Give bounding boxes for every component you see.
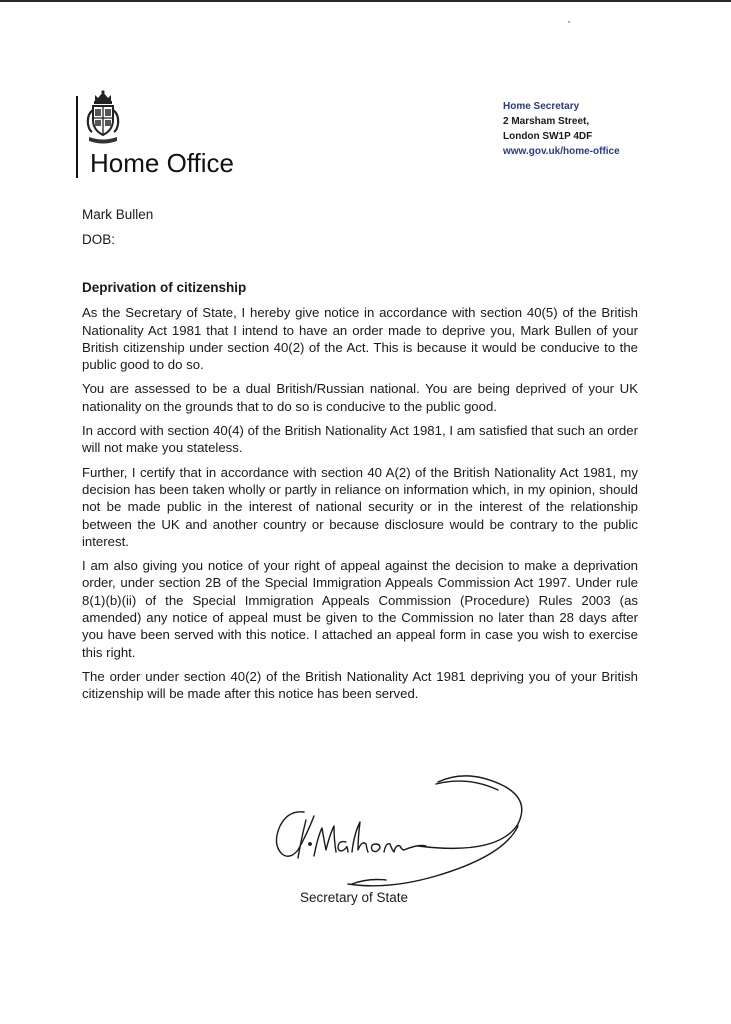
- letter-paragraph: You are assessed to be a dual British/Russian national. You are being deprived of your UK nationality on the grounds that to do so is conducive to the public good.: [82, 381, 638, 414]
- letter-body: [82, 279, 638, 710]
- royal-coat-of-arms-icon: [86, 90, 120, 146]
- letter-paragraph: The order under section 40(2) of the British Nationality Act 1981 depriving you of your British citizenship will be made after this notice has been served.: [82, 668, 638, 702]
- department-name: Home Office: [90, 148, 235, 178]
- handwritten-signature: [268, 760, 558, 895]
- recipient-dob-label: DOB:: [82, 232, 116, 247]
- letter-paragraph: I am also giving you notice of your right of appeal against the decision to make a deprivation order, under section 2B of the Special Immigration Appeals Commission Act 1997. Under rule 8(1)(b)(ii) of the Special Immigration Appeals Commission (Procedure) Rules 2003 (as amended) any notice of appeal must be given to the Commission no later than 28 days after you have been served with this notice. I attached an appeal form in case you wish to exercise this right.: [82, 558, 638, 660]
- address-city: London SW1P 4DF: [503, 131, 593, 142]
- website-link[interactable]: www.gov.uk/home-office: [503, 146, 620, 157]
- logo-divider-bar: [76, 96, 78, 178]
- recipient-block: [82, 202, 153, 252]
- sender-address: [503, 99, 620, 159]
- recipient-name: Mark Bullen: [82, 207, 154, 222]
- address-street: 2 Marsham Street,: [503, 116, 590, 127]
- letter-paragraph: In accord with section 40(4) of the British Nationality Act 1981, I am satisfied that such an order will not make you stateless.: [82, 423, 638, 456]
- letter-paragraph: As the Secretary of State, I hereby give notice in accordance with section 40(5) of the British Nationality Act 1981 that I intend to have an order made to deprive you, Mark Bullen of your British citizenship under section 40(2) of the Act. This is because it would be conducive to the public good to do so.: [82, 305, 638, 373]
- letter-subject: Deprivation of citizenship: [82, 280, 247, 295]
- scan-speck: [568, 21, 570, 23]
- signatory-title: Secretary of State: [300, 890, 409, 905]
- home-office-logo: [76, 90, 276, 182]
- letter-paragraph: Further, I certify that in accordance with section 40 A(2) of the British Nationality Act 1981, my decision has been taken wholly or partly in reliance on information which, in my opinion, should not be made public in the interest of national security or in the interest of the relationship between the UK and another country or because disclosure would be contrary to the public interest.: [82, 464, 638, 549]
- address-office: Home Secretary: [503, 101, 580, 112]
